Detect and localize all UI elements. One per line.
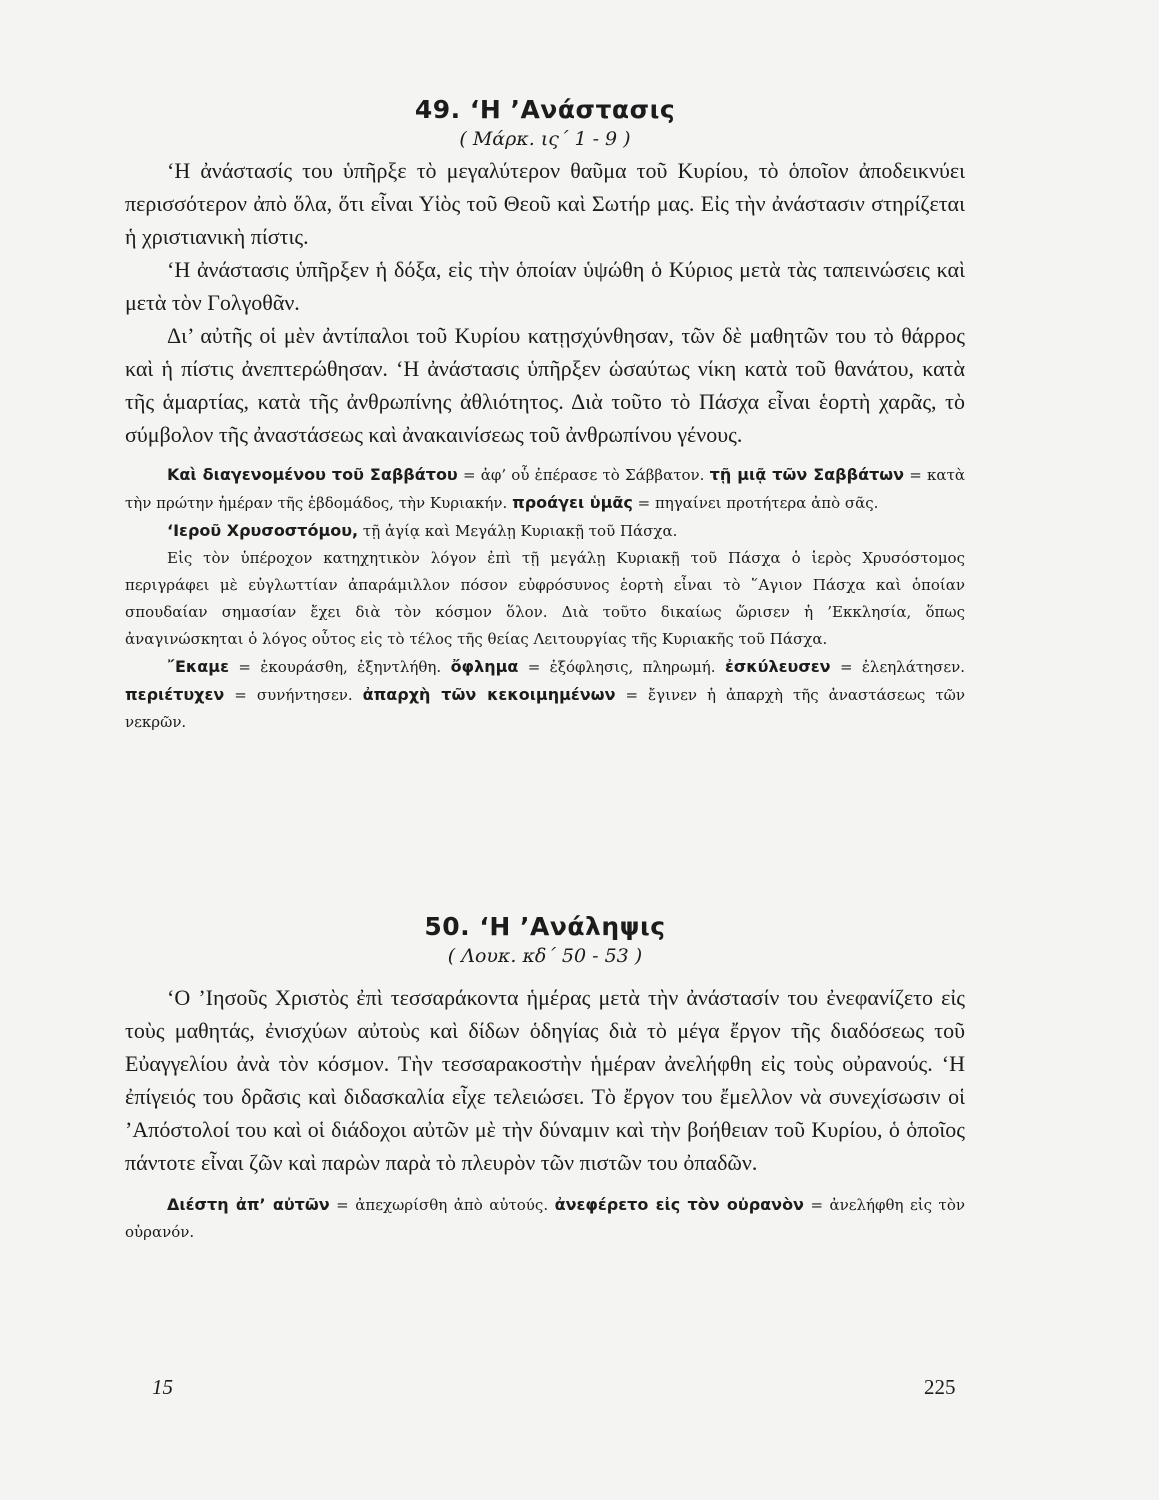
gloss-term: περιέτυχεν [125,685,225,704]
section-49 [125,95,965,736]
gloss-term: ἀπαρχὴ τῶν κεκοιμημένων [362,685,616,704]
gloss-term: ἐσκύλευσεν [724,657,831,676]
chrysostom-subtitle: τῇ ἁγίᾳ καὶ Μεγάλῃ Κυριακῇ τοῦ Πάσχα. [362,522,678,540]
glossary-entry [125,1191,965,1246]
gloss-definition: = ἔγινεν ἡ ἀπαρχὴ τῆς ἀναστάσεως τῶν νεκρῶν. [125,686,965,731]
glossary-notes [125,461,965,736]
gloss-definition: = ἐξόφλησις, πληρωμή. [527,658,716,676]
paragraph: ‘Ο ’Ιησοῦς Χριστὸς ἐπὶ τεσσαράκοντα ἡμέρας μετὰ τὴν ἀνάστασίν του ἐνεφανίζετο εἰς τοὺς μαθητάς, ἐνισχύων αὐτοὺς καὶ δίδων ὁδηγίας διὰ τὸ μέγα ἔργον τῆς διαδόσεως τοῦ Εὐαγγελίου ἀνὰ τὸν κόσμον. Τὴν τεσσαρακοστὴν ἡμέραν ἀνελήφθη εἰς τοὺς οὐρανούς. ‘Η ἐπίγειός του δρᾶσις καὶ διδασκαλία εἶχε τελειώσει. Τὸ ἔργον του ἔμελλον νὰ συνεχίσωσιν οἱ ’Απόστολοί του καὶ οἱ διάδοχοι αὐτῶν μὲ τὴν δύναμιν καὶ τὴν βοήθειαν τοῦ Κυρίου, ὁ ὁποῖος πάντοτε εἶναι ζῶν καὶ παρὼν παρὰ τὸ πλευρὸν τῶν πιστῶν του ὀπαδῶν. [125,985,965,1175]
gloss-definition: = κατὰ τὴν πρώτην ἡμέραν τῆς ἑβδομάδος, τὴν Κυριακήν. [125,466,965,512]
gloss-definition: = ἀπεχωρίσθη ἀπὸ αὐτούς. [336,1196,549,1214]
section-title: 50. ‘Η ’Ανάληψις [424,912,666,941]
scripture-reference: ( Μάρκ. ις΄ 1 - 9 ) [459,128,631,150]
gloss-definition: = συνήντησεν. [234,686,353,704]
gloss-term: ῎Εκαμε [167,657,229,676]
printer-signature: 15 [152,1375,173,1399]
glossary-entry [125,653,965,736]
chrysostom-heading [125,517,965,545]
scripture-reference: ( Λουκ. κδ΄ 50 - 53 ) [447,945,643,967]
glossary-notes [125,1191,965,1246]
section-body [125,154,965,451]
paragraph: ‘Η ἀνάστασις ὑπῆρξεν ἡ δόξα, εἰς τὴν ὁποίαν ὑψώθη ὁ Κύριος μετὰ τὰς ταπεινώσεις καὶ μετὰ τὸν Γολγοθᾶν. [125,257,965,315]
gloss-term: ἀνεφέρετο εἰς τὸν οὐρανὸν [554,1195,804,1214]
gloss-term: ὄφλημα [450,657,519,676]
gloss-term: προάγει ὑμᾶς [512,493,633,512]
section-50 [125,912,965,1246]
gloss-definition: = ἀνελήφθη εἰς τὸν οὐρανόν. [125,1196,965,1241]
gloss-definition: = πηγαίνει προτήτερα ἀπὸ σᾶς. [637,494,879,512]
section-title: 49. ‘Η ’Ανάστασις [414,95,676,124]
glossary-entry [125,461,965,517]
paragraph: Δι’ αὐτῆς οἱ μὲν ἀντίπαλοι τοῦ Κυρίου κατῃσχύνθησαν, τῶν δὲ μαθητῶν του τὸ θάρρος καὶ ἡ πίστις ἀνεπτερώθησαν. ‘Η ἀνάστασις ὑπῆρξεν ὡσαύτως νίκη κατὰ τοῦ θανάτου, κατὰ τῆς ἁμαρτίας, κατὰ τῆς ἀνθρωπίνης ἀθλιότητος. Διὰ τοῦτο τὸ Πάσχα εἶναι ἑορτὴ χαρᾶς, τὸ σύμβολον τῆς ἀναστάσεως καὶ ἀνακαινίσεως τοῦ ἀνθρωπίνου γένους. [125,323,965,447]
gloss-term: Διέστη ἀπ’ αὐτῶν [167,1195,330,1214]
chrysostom-text: Εἰς τὸν ὑπέροχον κατηχητικὸν λόγον ἐπὶ τῇ μεγάλῃ Κυριακῇ τοῦ Πάσχα ὁ ἱερὸς Χρυσόστομος περιγράφει μὲ εὐγλωττίαν ἀπαράμιλλον πόσον εὐφρόσυνος ἑορτὴ εἶναι τὸ ῞Αγιον Πάσχα καὶ ὁποίαν σπουδαίαν σημασίαν ἔχει διὰ τὸν κόσμον ὅλον. Διὰ τοῦτο δικαίως ὥρισεν ἡ ’Εκκλησία, ὅπως ἀναγινώσκηται ὁ λόγος οὗτος εἰς τὸ τέλος τῆς θείας Λειτουργίας τῆς Κυριακῆς τοῦ Πάσχα. [125,549,965,648]
gloss-term: Καὶ διαγενομένου τοῦ Σαββάτου [167,465,458,484]
gloss-definition: = ἐλεηλάτησεν. [839,658,966,676]
gloss-definition: = ἐκουράσθη, ἐξηντλήθη. [238,658,442,676]
page-number: 225 [924,1375,956,1399]
paragraph: ‘Η ἀνάστασίς του ὑπῆρξε τὸ μεγαλύτερον θαῦμα τοῦ Κυρίου, τὸ ὁποῖον ἀποδεικνύει περισσότερον ἀπὸ ὅλα, ὅτι εἶναι Υἱὸς τοῦ Θεοῦ καὶ Σωτήρ μας. Εἰς τὴν ἀνάστασιν στηρίζεται ἡ χριστιανικὴ πίστις. [125,158,965,249]
gloss-definition: = ἀφ’ οὗ ἐπέρασε τὸ Σάββατον. [462,466,705,484]
section-body [125,981,965,1179]
chrysostom-title: ‘Ιεροῦ Χρυσοστόμου, [167,521,359,540]
gloss-term: τῇ μιᾷ τῶν Σαββάτων [709,465,905,484]
